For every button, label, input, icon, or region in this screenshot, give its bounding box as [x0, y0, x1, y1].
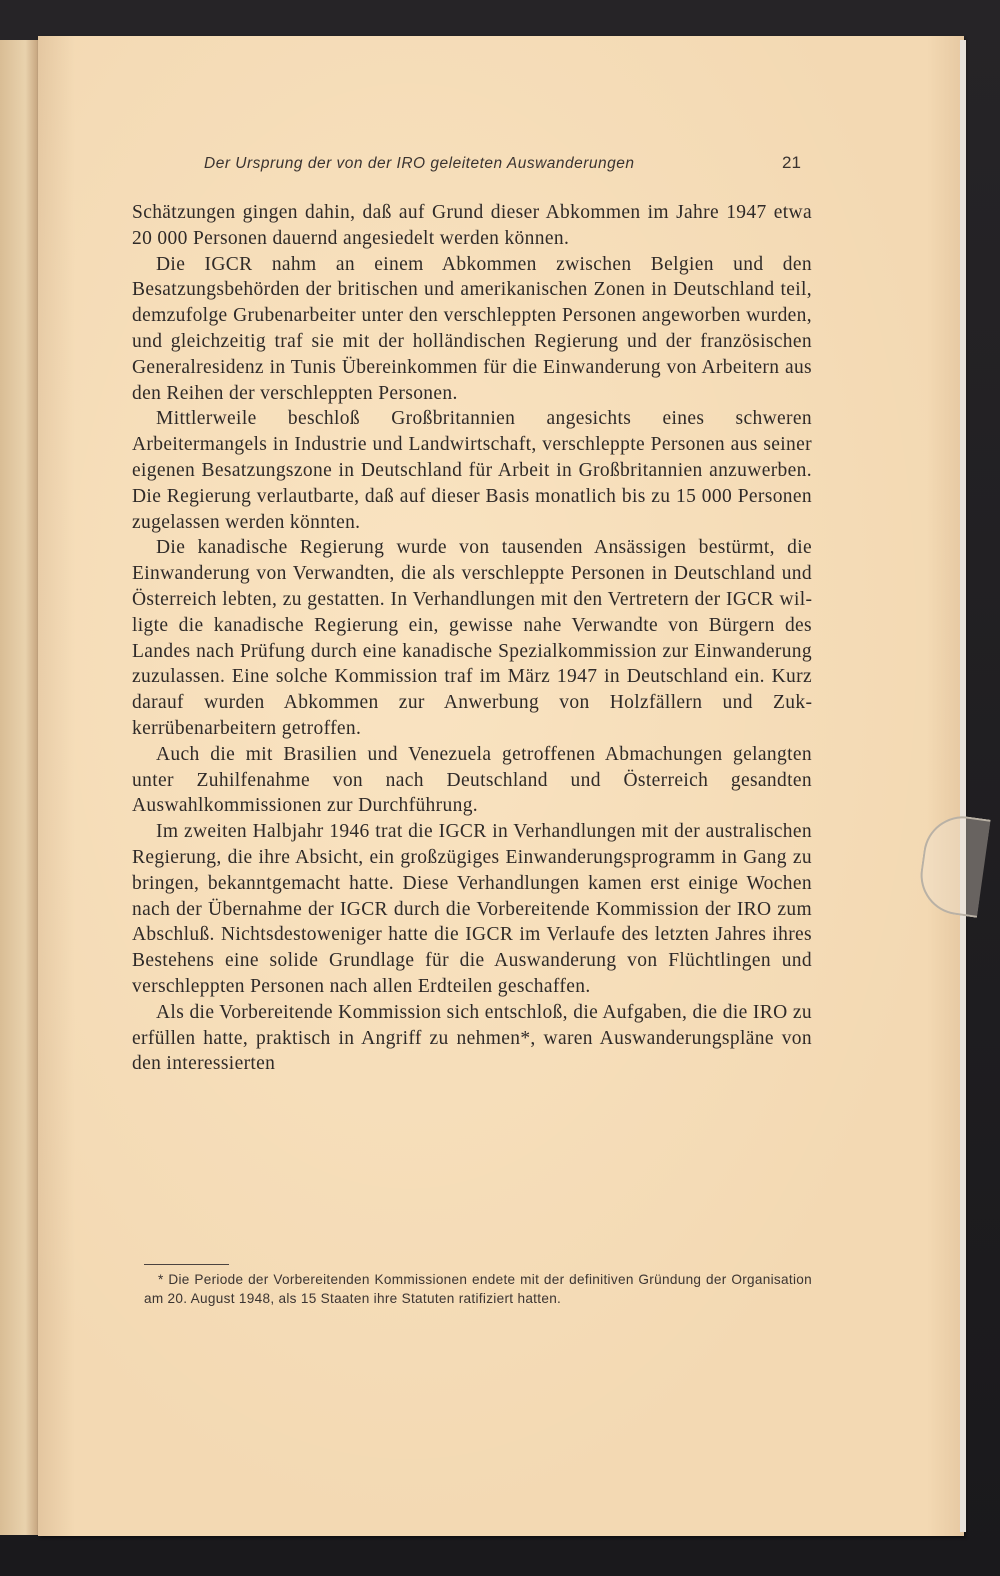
footnote: * Die Periode der Vorbereitenden Kommissionen endete mit der definitiven Gründung der Organisation am 20. August 1948, als 15 Staaten ihre Statuten ratifiziert hatten.	[144, 1272, 812, 1306]
paragraph: Die kanadische Regierung wurde von tausenden Ansässigen bestürmt, die Einwanderung von Verwandten, die als verschleppte Personen in Deutschland und Österreich lebten, zu gestatten. In Verhandlungen mit den Vertretern der IGCR willigte die kanadische Regierung ein, gewisse nahe Verwandte von Bürgern des Landes nach Prüfung durch eine kanadische Spezialkommission zur Einwanderung zuzulassen. Eine solche Kommission traf im März 1947 in Deutschland ein. Kurz darauf wurden Abkommen zur Anwerbung von Holzfällern und Zukkerrübenarbeitern getroffen.	[132, 537, 812, 739]
body-text	[132, 200, 812, 1077]
paragraph: Als die Vorbereitende Kommission sich entschloß, die Aufgaben, die die IRO zu erfüllen hatte, praktisch in Angriff zu nehmen*, waren Auswanderungspläne von den interessierten	[132, 1001, 812, 1075]
footnote-divider	[144, 1264, 229, 1265]
paragraph: Im zweiten Halbjahr 1946 trat die IGCR in Verhandlungen mit der australischen Regierung, die ihre Absicht, ein großzügiges Einwanderungsprogramm in Gang zu bringen, bekanntgemacht hatte. Diese Verhandlungen kamen erst einige Wochen nach der Übernahme der IGCR durch die Vorbereitende Kommission der IRO zum Abschluß. Nichtsdestoweniger hatte die IGCR im Verlaufe des letzten Jahres ihres Bestehens eine solide Grundlage für die Auswanderung von Flüchtlingen und verschleppten Personen nach allen Erdteilen geschaffen.	[132, 821, 812, 997]
paragraph: Schätzungen gingen dahin, daß auf Grund dieser Abkommen im Jahre 1947 etwa 20 000 Personen dauernd angesiedelt werden können.	[132, 202, 812, 249]
running-header	[204, 155, 804, 177]
running-title: Der Ursprung der von der IRO geleiteten Auswanderungen	[204, 155, 635, 172]
paragraph: Die IGCR nahm an einem Abkommen zwischen Belgien und den Besatzungsbehörden der britischen und amerikanischen Zonen in Deutschland teil, demzufolge Grubenarbeiter unter den verschleppten Personen angeworben wurden, und gleichzeitig traf sie mit der holländischen Regierung und der französischen Generalresidenz in Tunis Übereinkommen für die Einwanderung von Arbeitern aus den Reihen der verschleppten Personen.	[132, 253, 812, 404]
paragraph: Mittlerweile beschloß Großbritannien angesichts eines schweren Arbeitermangels in Industrie und Landwirtschaft, verschleppte Personen aus seiner eigenen Besatzungszone in Deutschland für Arbeit in Großbritannien anzuwerben. Die Regierung verlautbarte, daß auf dieser Basis monatlich bis zu 15 000 Personen zugelassen werden könnten.	[132, 408, 812, 533]
paragraph: Auch die mit Brasilien und Venezuela getroffenen Abmachungen gelangten unter Zuhilfenahme von nach Deutschland und Österreich gesandten Auswahlkommissionen zur Durchführung.	[132, 743, 812, 817]
right-page-edge	[960, 40, 966, 1532]
page-number: 21	[782, 153, 801, 172]
